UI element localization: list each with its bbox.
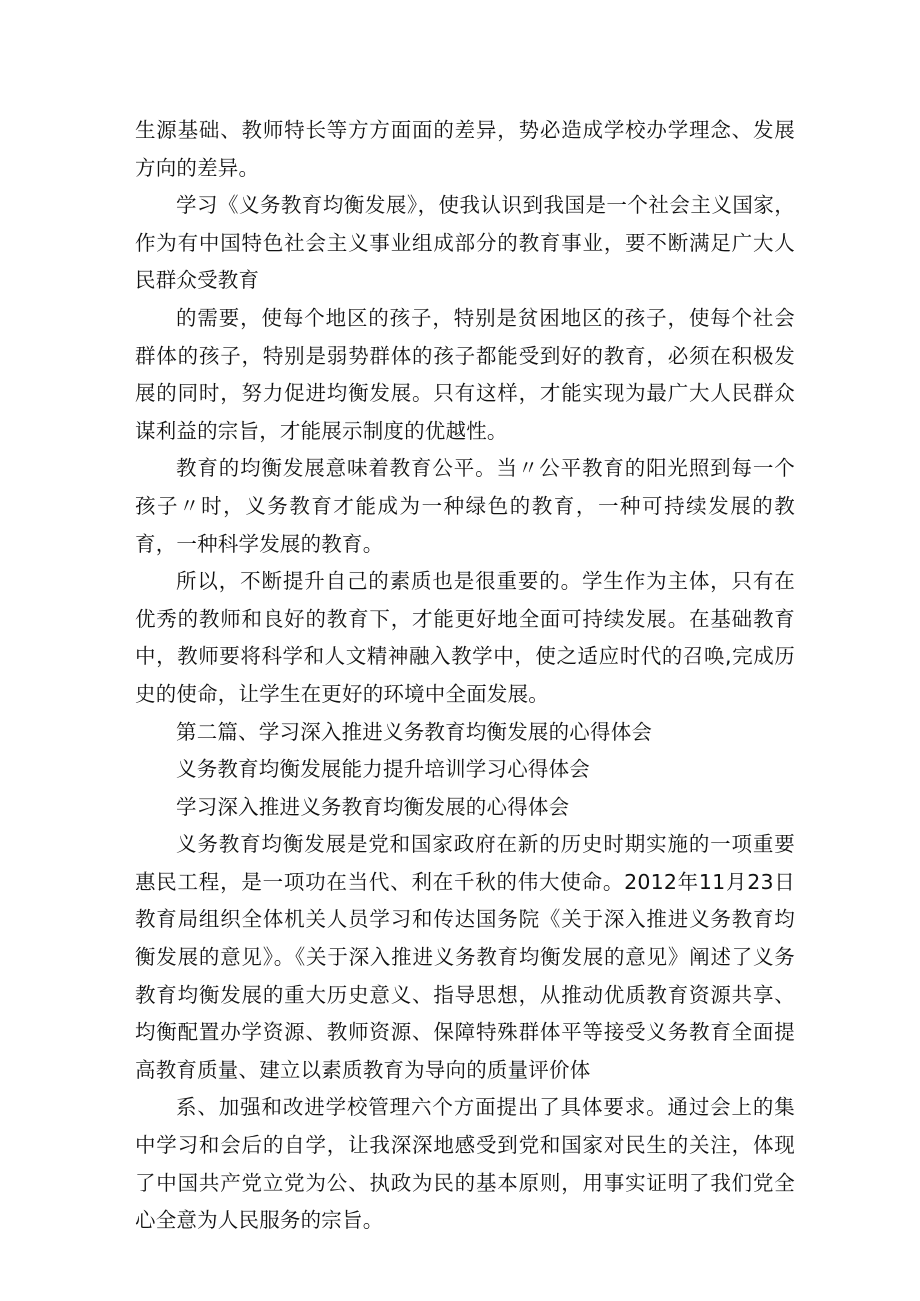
paragraph-6: 义务教育均衡发展是党和国家政府在新的历史时期实施的一项重要惠民工程，是一项功在当代、利在千秋的伟大使命。2012年11月23日教育局组织全体机关人员学习和传达国务院《关于深入推进义务教育均衡发展的意见》。《关于深入推进义务教育均衡发展的意见》阐述了义务教育均衡发展的重大历史意义、指导思想，从推动优质教育资源共享、均衡配置办学资源、教师资源、保障特殊群体平等接受义务教育全面提高教育质量、建立以素质教育为导向的质量评价体: [135, 832, 795, 1082]
document-body: [135, 112, 795, 1240]
subheading-2: 学习深入推进义务教育均衡发展的心得体会: [176, 794, 570, 819]
paragraph-2: 学习《义务教育均衡发展》，使我认识到我国是一个社会主义国家，作为有中国特色社会主义事业组成部分的教育事业，要不断满足广大人民群众受教育: [135, 193, 795, 293]
paragraph-4: 教育的均衡发展意味着教育公平。当〃公平教育的阳光照到每一个孩子〃时，义务教育才能成为一种绿色的教育，一种可持续发展的教育，一种科学发展的教育。: [135, 456, 795, 556]
paragraph-1: 生源基础、教师特长等方方面面的差异，势必造成学校办学理念、发展方向的差异。: [135, 118, 795, 180]
paragraph-5: 所以，不断提升自己的素质也是很重要的。学生作为主体，只有在优秀的教师和良好的教育下，才能更好地全面可持续发展。在基础教育中，教师要将科学和人文精神融入教学中，使之适应时代的召唤,完成历史的使命，让学生在更好的环境中全面发展。: [135, 569, 795, 706]
subheading-1: 义务教育均衡发展能力提升培训学习心得体会: [176, 757, 590, 782]
section-heading: 第二篇、学习深入推进义务教育均衡发展的心得体会: [176, 719, 653, 744]
paragraph-7: 系、加强和改进学校管理六个方面提出了具体要求。通过会上的集中学习和会后的自学，让我深深地感受到党和国家对民生的关注，体现了中国共产党立党为公、执政为民的基本原则，用事实证明了我们党全心全意为人民服务的宗旨。: [135, 1095, 795, 1233]
paragraph-3: 的需要，使每个地区的孩子，特别是贫困地区的孩子，使每个社会群体的孩子，特别是弱势群体的孩子都能受到好的教育，必须在积极发展的同时，努力促进均衡发展。只有这样，才能实现为最广大人民群众谋利益的宗旨，才能展示制度的优越性。: [135, 305, 795, 443]
